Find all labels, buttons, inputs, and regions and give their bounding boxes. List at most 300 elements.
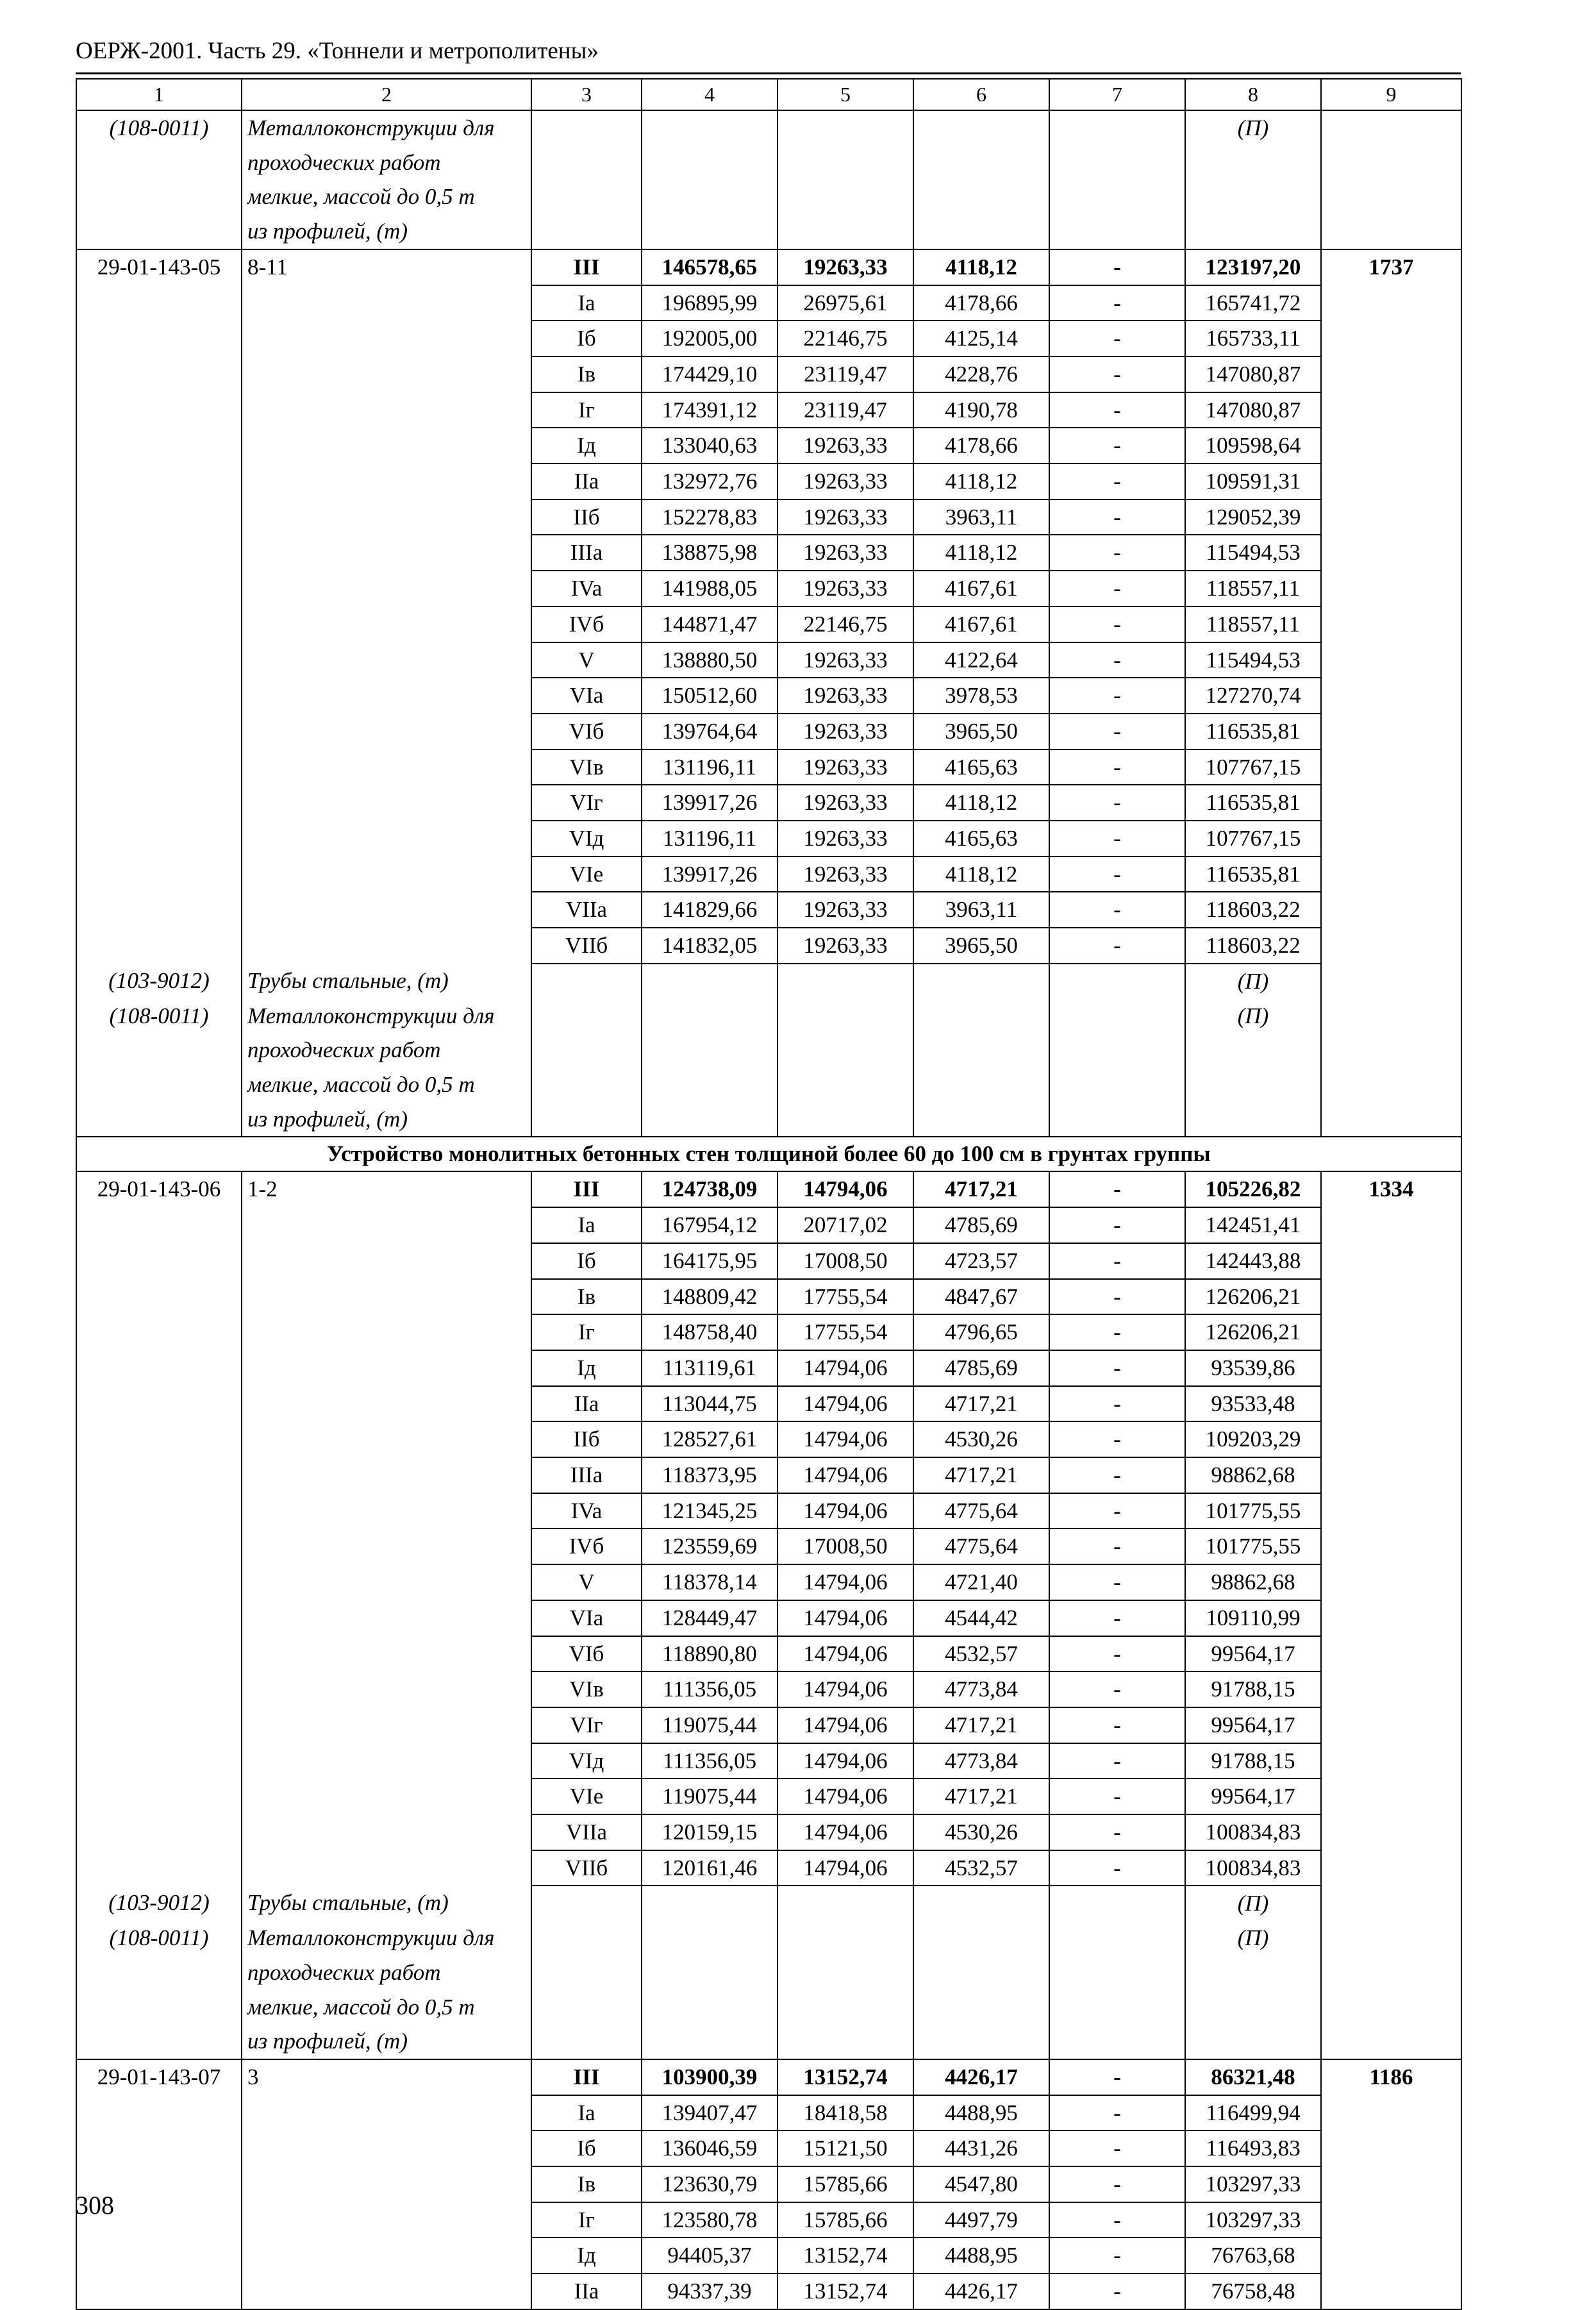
machines-cell: 4773,84 <box>913 1671 1049 1707</box>
code-cell <box>76 1350 242 1386</box>
code-cell <box>76 2130 242 2166</box>
soil-group-cell: VIб <box>531 1636 642 1672</box>
code-cell: (108-0011) <box>76 999 242 1034</box>
code-cell <box>76 1421 242 1457</box>
description-cell <box>242 1493 531 1529</box>
driver-wages-cell: - <box>1049 2166 1185 2202</box>
direct-cost-cell: 128449,47 <box>642 1600 777 1636</box>
driver-wages-cell <box>1049 1067 1185 1102</box>
materials-cell: 91788,15 <box>1185 1743 1321 1779</box>
wages-cell <box>777 964 913 999</box>
description-cell: проходческих работ <box>242 1955 531 1990</box>
driver-wages-cell: - <box>1049 2238 1185 2273</box>
wages-cell: 15785,66 <box>777 2166 913 2202</box>
description-cell: 3 <box>242 2059 531 2095</box>
wages-cell: 19263,33 <box>777 714 913 749</box>
soil-group-cell: Ia <box>531 2095 642 2131</box>
machines-cell: 4785,69 <box>913 1207 1049 1243</box>
labor-cell <box>1321 392 1461 428</box>
soil-group-cell: VIб <box>531 714 642 749</box>
direct-cost-cell: 174391,12 <box>642 392 777 428</box>
materials-cell: 91788,15 <box>1185 1671 1321 1707</box>
soil-group-cell: Iг <box>531 1314 642 1350</box>
wages-cell <box>777 1921 913 1955</box>
table-row <box>76 1457 1461 1493</box>
driver-wages-cell: - <box>1049 2130 1185 2166</box>
driver-wages-cell: - <box>1049 1671 1185 1707</box>
labor-cell <box>1321 1707 1461 1743</box>
code-cell <box>76 1279 242 1315</box>
labor-cell <box>1321 180 1461 214</box>
direct-cost-cell: 111356,05 <box>642 1671 777 1707</box>
materials-cell: 76758,48 <box>1185 2273 1321 2309</box>
description-cell: Металлоконструкции для <box>242 1921 531 1955</box>
soil-group-cell: III <box>531 2059 642 2095</box>
direct-cost-cell: 118378,14 <box>642 1564 777 1600</box>
description-cell <box>242 535 531 571</box>
labor-cell <box>1321 1886 1461 1921</box>
machines-cell: 4118,12 <box>913 535 1049 571</box>
code-cell <box>76 1671 242 1707</box>
driver-wages-cell <box>1049 110 1185 146</box>
materials-cell: 103297,33 <box>1185 2202 1321 2238</box>
machines-cell: 3978,53 <box>913 678 1049 714</box>
labor-cell <box>1321 110 1461 146</box>
soil-group-cell: VIв <box>531 749 642 785</box>
machines-cell: 4530,26 <box>913 1814 1049 1850</box>
direct-cost-cell <box>642 1067 777 1102</box>
driver-wages-cell: - <box>1049 1528 1185 1564</box>
materials-cell: 165741,72 <box>1185 285 1321 321</box>
description-cell <box>242 499 531 535</box>
labor-cell <box>1321 928 1461 964</box>
machines-cell: 3963,11 <box>913 499 1049 535</box>
materials-cell: 116493,83 <box>1185 2130 1321 2166</box>
wages-cell <box>777 2024 913 2059</box>
driver-wages-cell: - <box>1049 1457 1185 1493</box>
materials-cell: (П) <box>1185 999 1321 1034</box>
wages-cell: 14794,06 <box>777 1350 913 1386</box>
labor-cell <box>1321 146 1461 180</box>
code-cell <box>76 321 242 356</box>
direct-cost-cell: 118890,80 <box>642 1636 777 1672</box>
wages-cell: 14794,06 <box>777 1671 913 1707</box>
column-number: 3 <box>531 79 642 110</box>
materials-cell: 118603,22 <box>1185 892 1321 928</box>
wages-cell: 26975,61 <box>777 285 913 321</box>
section-row <box>76 1137 1461 1171</box>
wages-cell: 14794,06 <box>777 1421 913 1457</box>
code-cell <box>76 1990 242 2025</box>
driver-wages-cell <box>1049 1921 1185 1955</box>
description-cell <box>242 1743 531 1779</box>
machines-cell: 4717,21 <box>913 1707 1049 1743</box>
description-cell <box>242 749 531 785</box>
driver-wages-cell: - <box>1049 642 1185 678</box>
labor-cell <box>1321 428 1461 464</box>
code-cell <box>76 146 242 180</box>
code-cell <box>76 714 242 749</box>
table-row <box>76 821 1461 857</box>
table-row <box>76 2024 1461 2059</box>
soil-group-cell <box>531 110 642 146</box>
machines-cell: 4118,12 <box>913 857 1049 892</box>
driver-wages-cell: - <box>1049 2059 1185 2095</box>
code-cell <box>76 928 242 964</box>
soil-group-cell <box>531 999 642 1034</box>
direct-cost-cell <box>642 1990 777 2025</box>
code-cell <box>76 428 242 464</box>
table-row <box>76 1886 1461 1921</box>
table-row <box>76 146 1461 180</box>
wages-cell: 19263,33 <box>777 892 913 928</box>
description-cell: Трубы стальные, (т) <box>242 964 531 999</box>
driver-wages-cell: - <box>1049 1564 1185 1600</box>
direct-cost-cell: 144871,47 <box>642 607 777 642</box>
labor-cell <box>1321 749 1461 785</box>
code-cell <box>76 1207 242 1243</box>
description-cell <box>242 1600 531 1636</box>
description-cell: мелкие, массой до 0,5 т <box>242 180 531 214</box>
wages-cell <box>777 1067 913 1102</box>
wages-cell <box>777 1955 913 1990</box>
table-row <box>76 1779 1461 1814</box>
machines-cell: 4167,61 <box>913 607 1049 642</box>
table-row <box>76 285 1461 321</box>
driver-wages-cell: - <box>1049 1207 1185 1243</box>
machines-cell: 4426,17 <box>913 2059 1049 2095</box>
description-cell <box>242 571 531 607</box>
soil-group-cell: V <box>531 1564 642 1600</box>
direct-cost-cell: 132972,76 <box>642 464 777 499</box>
description-cell: 1-2 <box>242 1171 531 1207</box>
table-row <box>76 214 1461 249</box>
description-cell <box>242 1279 531 1315</box>
driver-wages-cell <box>1049 1886 1185 1921</box>
wages-cell: 14794,06 <box>777 1814 913 1850</box>
materials-cell: 93539,86 <box>1185 1350 1321 1386</box>
description-cell: Металлоконструкции для <box>242 110 531 146</box>
direct-cost-cell: 119075,44 <box>642 1707 777 1743</box>
materials-cell: 165733,11 <box>1185 321 1321 356</box>
labor-cell <box>1321 356 1461 392</box>
description-cell <box>242 1779 531 1814</box>
wages-cell: 19263,33 <box>777 821 913 857</box>
table-row <box>76 428 1461 464</box>
labor-cell <box>1321 1457 1461 1493</box>
labor-cell <box>1321 464 1461 499</box>
table-row <box>76 2059 1461 2095</box>
code-cell <box>76 2024 242 2059</box>
driver-wages-cell: - <box>1049 1279 1185 1315</box>
code-cell: 29-01-143-06 <box>76 1171 242 1207</box>
code-cell <box>76 2273 242 2309</box>
table-row <box>76 1850 1461 1886</box>
machines-cell: 4118,12 <box>913 785 1049 821</box>
soil-group-cell: IIIa <box>531 1457 642 1493</box>
machines-cell: 4431,26 <box>913 2130 1049 2166</box>
labor-cell <box>1321 1850 1461 1886</box>
description-cell <box>242 1207 531 1243</box>
labor-cell <box>1321 1207 1461 1243</box>
labor-cell <box>1321 857 1461 892</box>
table-row <box>76 1067 1461 1102</box>
description-cell <box>242 285 531 321</box>
direct-cost-cell: 148809,42 <box>642 1279 777 1315</box>
materials-cell: 147080,87 <box>1185 356 1321 392</box>
machines-cell: 4721,40 <box>913 1564 1049 1600</box>
materials-cell: 99564,17 <box>1185 1707 1321 1743</box>
soil-group-cell <box>531 964 642 999</box>
description-cell <box>242 785 531 821</box>
section-title: Устройство монолитных бетонных стен толщиной более 60 до 100 см в грунтах группы <box>76 1137 1461 1171</box>
table-row <box>76 1279 1461 1315</box>
materials-cell: (П) <box>1185 1886 1321 1921</box>
labor-cell <box>1321 571 1461 607</box>
machines-cell <box>913 110 1049 146</box>
description-cell <box>242 2166 531 2202</box>
machines-cell <box>913 1886 1049 1921</box>
driver-wages-cell <box>1049 1990 1185 2025</box>
description-cell <box>242 1386 531 1422</box>
machines-cell: 4125,14 <box>913 321 1049 356</box>
direct-cost-cell: 164175,95 <box>642 1243 777 1279</box>
soil-group-cell: Iв <box>531 356 642 392</box>
description-cell <box>242 857 531 892</box>
description-cell <box>242 1350 531 1386</box>
soil-group-cell: VIд <box>531 1743 642 1779</box>
wages-cell: 19263,33 <box>777 535 913 571</box>
soil-group-cell: VIг <box>531 785 642 821</box>
materials-cell: 147080,87 <box>1185 392 1321 428</box>
machines-cell: 4497,79 <box>913 2202 1049 2238</box>
machines-cell <box>913 1102 1049 1137</box>
column-number: 6 <box>913 79 1049 110</box>
table-row <box>76 1990 1461 2025</box>
code-cell <box>76 1636 242 1672</box>
code-cell <box>76 1600 242 1636</box>
materials-cell <box>1185 2024 1321 2059</box>
rates-table <box>76 78 1462 2310</box>
soil-group-cell <box>531 1067 642 1102</box>
materials-cell <box>1185 214 1321 249</box>
driver-wages-cell <box>1049 214 1185 249</box>
machines-cell: 4165,63 <box>913 821 1049 857</box>
machines-cell: 4547,80 <box>913 2166 1049 2202</box>
driver-wages-cell: - <box>1049 356 1185 392</box>
machines-cell <box>913 2024 1049 2059</box>
machines-cell: 4717,21 <box>913 1171 1049 1207</box>
description-cell <box>242 821 531 857</box>
wages-cell: 13152,74 <box>777 2238 913 2273</box>
description-cell <box>242 2202 531 2238</box>
wages-cell: 14794,06 <box>777 1636 913 1672</box>
soil-group-cell: Ia <box>531 285 642 321</box>
soil-group-cell: III <box>531 1171 642 1207</box>
direct-cost-cell: 103900,39 <box>642 2059 777 2095</box>
labor-cell <box>1321 1990 1461 2025</box>
labor-cell <box>1321 1493 1461 1529</box>
direct-cost-cell: 131196,11 <box>642 821 777 857</box>
wages-cell: 14794,06 <box>777 1600 913 1636</box>
wages-cell <box>777 1886 913 1921</box>
code-cell <box>76 464 242 499</box>
driver-wages-cell: - <box>1049 678 1185 714</box>
table-row <box>76 2095 1461 2131</box>
materials-cell: 101775,55 <box>1185 1528 1321 1564</box>
code-cell <box>76 356 242 392</box>
wages-cell: 19263,33 <box>777 857 913 892</box>
labor-cell <box>1321 1421 1461 1457</box>
direct-cost-cell <box>642 1955 777 1990</box>
labor-cell <box>1321 714 1461 749</box>
direct-cost-cell: 150512,60 <box>642 678 777 714</box>
wages-cell: 22146,75 <box>777 321 913 356</box>
direct-cost-cell: 138875,98 <box>642 535 777 571</box>
code-cell <box>76 392 242 428</box>
labor-cell <box>1321 1564 1461 1600</box>
description-cell: проходческих работ <box>242 146 531 180</box>
table-row <box>76 1243 1461 1279</box>
driver-wages-cell: - <box>1049 1850 1185 1886</box>
machines-cell: 4723,57 <box>913 1243 1049 1279</box>
machines-cell: 4118,12 <box>913 464 1049 499</box>
labor-cell: 1186 <box>1321 2059 1461 2095</box>
table-row <box>76 2273 1461 2309</box>
machines-cell: 4228,76 <box>913 356 1049 392</box>
soil-group-cell <box>531 1033 642 1067</box>
labor-cell <box>1321 2095 1461 2131</box>
soil-group-cell <box>531 1955 642 1990</box>
materials-cell: 118557,11 <box>1185 607 1321 642</box>
soil-group-cell: V <box>531 642 642 678</box>
table-row <box>76 1386 1461 1422</box>
table-row <box>76 2202 1461 2238</box>
description-cell <box>242 607 531 642</box>
driver-wages-cell: - <box>1049 1707 1185 1743</box>
machines-cell: 4773,84 <box>913 1743 1049 1779</box>
labor-cell <box>1321 1033 1461 1067</box>
materials-cell: 116499,94 <box>1185 2095 1321 2131</box>
direct-cost-cell <box>642 214 777 249</box>
driver-wages-cell: - <box>1049 2273 1185 2309</box>
driver-wages-cell: - <box>1049 499 1185 535</box>
direct-cost-cell <box>642 180 777 214</box>
column-number: 7 <box>1049 79 1185 110</box>
driver-wages-cell: - <box>1049 1779 1185 1814</box>
labor-cell: 1334 <box>1321 1171 1461 1207</box>
wages-cell: 14794,06 <box>777 1171 913 1207</box>
driver-wages-cell: - <box>1049 1314 1185 1350</box>
driver-wages-cell: - <box>1049 571 1185 607</box>
machines-cell <box>913 999 1049 1034</box>
labor-cell <box>1321 1921 1461 1955</box>
direct-cost-cell: 141988,05 <box>642 571 777 607</box>
materials-cell: 116535,81 <box>1185 857 1321 892</box>
materials-cell: (П) <box>1185 1921 1321 1955</box>
wages-cell: 17008,50 <box>777 1528 913 1564</box>
soil-group-cell: VIIб <box>531 928 642 964</box>
driver-wages-cell: - <box>1049 392 1185 428</box>
driver-wages-cell: - <box>1049 1421 1185 1457</box>
table-row <box>76 110 1461 146</box>
code-cell <box>76 214 242 249</box>
driver-wages-cell: - <box>1049 1493 1185 1529</box>
direct-cost-cell: 133040,63 <box>642 428 777 464</box>
direct-cost-cell: 141829,66 <box>642 892 777 928</box>
soil-group-cell: VIa <box>531 678 642 714</box>
labor-cell <box>1321 1955 1461 1990</box>
driver-wages-cell: - <box>1049 535 1185 571</box>
description-cell <box>242 714 531 749</box>
labor-cell <box>1321 1671 1461 1707</box>
machines-cell <box>913 964 1049 999</box>
labor-cell <box>1321 1636 1461 1672</box>
machines-cell: 4544,42 <box>913 1600 1049 1636</box>
labor-cell <box>1321 2202 1461 2238</box>
machines-cell: 4775,64 <box>913 1528 1049 1564</box>
description-cell <box>242 1850 531 1886</box>
description-cell <box>242 1814 531 1850</box>
wages-cell: 19263,33 <box>777 749 913 785</box>
table-row <box>76 607 1461 642</box>
driver-wages-cell <box>1049 2024 1185 2059</box>
driver-wages-cell: - <box>1049 714 1185 749</box>
driver-wages-cell: - <box>1049 1814 1185 1850</box>
materials-cell: 100834,83 <box>1185 1814 1321 1850</box>
direct-cost-cell: 152278,83 <box>642 499 777 535</box>
soil-group-cell: VIa <box>531 1600 642 1636</box>
table-row <box>76 928 1461 964</box>
description-cell <box>242 1528 531 1564</box>
wages-cell <box>777 214 913 249</box>
soil-group-cell: IIб <box>531 499 642 535</box>
direct-cost-cell <box>642 1921 777 1955</box>
description-cell <box>242 321 531 356</box>
wages-cell: 19263,33 <box>777 928 913 964</box>
column-number-row <box>76 79 1461 110</box>
wages-cell: 14794,06 <box>777 1386 913 1422</box>
soil-group-cell: IVa <box>531 571 642 607</box>
labor-cell <box>1321 1243 1461 1279</box>
soil-group-cell: IIa <box>531 1386 642 1422</box>
description-cell <box>242 2130 531 2166</box>
machines-cell: 4775,64 <box>913 1493 1049 1529</box>
driver-wages-cell: - <box>1049 249 1185 285</box>
soil-group-cell: Iб <box>531 321 642 356</box>
description-cell: мелкие, массой до 0,5 т <box>242 1067 531 1102</box>
description-cell: из профилей, (т) <box>242 2024 531 2059</box>
code-cell: (108-0011) <box>76 110 242 146</box>
machines-cell: 4178,66 <box>913 428 1049 464</box>
driver-wages-cell: - <box>1049 857 1185 892</box>
code-cell <box>76 285 242 321</box>
soil-group-cell <box>531 1102 642 1137</box>
labor-cell <box>1321 1350 1461 1386</box>
labor-cell <box>1321 1743 1461 1779</box>
direct-cost-cell <box>642 146 777 180</box>
labor-cell <box>1321 2238 1461 2273</box>
soil-group-cell: VIIб <box>531 1850 642 1886</box>
machines-cell: 4426,17 <box>913 2273 1049 2309</box>
machines-cell: 4530,26 <box>913 1421 1049 1457</box>
materials-cell: 98862,68 <box>1185 1457 1321 1493</box>
header-rule <box>76 72 1461 74</box>
wages-cell: 19263,33 <box>777 642 913 678</box>
direct-cost-cell <box>642 110 777 146</box>
wages-cell: 19263,33 <box>777 499 913 535</box>
code-cell <box>76 499 242 535</box>
